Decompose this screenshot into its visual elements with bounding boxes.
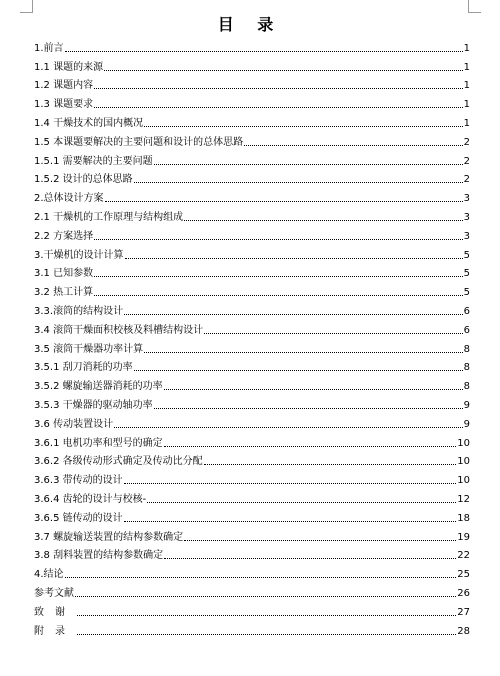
toc-entry[interactable] [34,168,470,187]
toc-dot-leader [164,446,457,447]
toc-entry-label: 2.1 干燥机的工作原理与结构组成 [34,211,184,223]
toc-dot-leader [124,314,463,315]
toc-entry[interactable] [34,431,470,450]
toc-entry-label: 3.6 传动装置设计 [34,418,114,430]
toc-entry[interactable] [34,55,470,74]
toc-entry-page-number: 25 [457,569,470,581]
toc-entry-page-number: 6 [463,305,470,317]
toc-entry-page-number: 3 [463,211,470,223]
toc-dot-leader [125,258,463,259]
toc-entry-label: 参考文献 [34,587,74,599]
toc-entry[interactable] [34,581,470,600]
toc-entry[interactable] [34,280,470,299]
toc-entry-label: 3.5 滚筒干燥器功率计算 [34,343,144,355]
toc-entry-label: 1.3 课题要求 [34,99,94,111]
table-of-contents [34,36,470,638]
toc-entry-label: 3.6.1 电机功率和型号的确定 [34,437,163,449]
toc-dot-leader [204,333,463,334]
toc-entry-page-number: 8 [463,343,470,355]
toc-dot-leader [94,295,463,296]
toc-entry-label: 3.6.4 齿轮的设计与校核- [34,493,147,505]
toc-entry-label: 3.4 滚筒干燥面积校核及料槽结构设计 [34,324,204,336]
toc-dot-leader [124,521,457,522]
toc-entry[interactable] [34,487,470,506]
toc-entry-page-number: 8 [463,381,470,393]
toc-entry-page-number: 5 [463,249,470,261]
toc-entry[interactable] [34,450,470,469]
toc-dot-leader [204,464,457,465]
toc-entry-page-number: 27 [457,606,470,618]
toc-entry-page-number: 12 [457,493,470,505]
toc-dot-leader [147,502,456,503]
toc-entry-label: 3.5.3 干燥器的驱动轴功率 [34,399,153,411]
toc-dot-leader [154,164,463,165]
toc-entry-label: 3.1 已知参数 [34,268,94,280]
toc-entry-label: 2.总体设计方案 [34,193,104,205]
toc-entry[interactable] [34,74,470,93]
toc-entry[interactable] [34,393,470,412]
toc-entry-page-number: 5 [463,287,470,299]
toc-entry[interactable] [34,149,470,168]
toc-dot-leader [104,70,463,71]
toc-dot-leader [65,51,463,52]
toc-entry[interactable] [34,562,470,581]
toc-entry-page-number: 5 [463,268,470,280]
toc-entry-label: 1.1 课题的来源 [34,61,104,73]
toc-entry-label: 3.6.5 链传动的设计 [34,512,123,524]
toc-entry-page-number: 1 [463,99,470,111]
toc-entry-label: 3.5.1 刮刀消耗的功率 [34,362,133,374]
toc-entry-label: 1.5.1 需要解决的主要问题 [34,155,153,167]
toc-entry-label: 3.5.2 螺旋输送器消耗的功率 [34,381,163,393]
toc-entry[interactable] [34,356,470,375]
toc-entry-page-number: 9 [463,418,470,430]
toc-entry-page-number: 22 [457,550,470,562]
toc-dot-leader [144,126,463,127]
toc-entry-label: 3.3.滚筒的结构设计 [34,305,124,317]
toc-entry-page-number: 10 [457,475,470,487]
toc-entry[interactable] [34,243,470,262]
toc-entry-page-number: 1 [463,80,470,92]
toc-dot-leader [184,540,456,541]
toc-entry-label: 3.干燥机的设计计算 [34,249,124,261]
toc-dot-leader [77,634,456,635]
toc-entry[interactable] [34,600,470,619]
toc-dot-leader [164,389,463,390]
toc-entry-label: 3.7 螺旋输送装置的结构参数确定 [34,531,184,543]
toc-entry-label: 2.2 方案选择 [34,230,94,242]
toc-dot-leader [94,88,463,89]
toc-entry[interactable] [34,224,470,243]
toc-entry-label: 1.4 干燥技术的国内概况 [34,117,144,129]
toc-dot-leader [184,220,463,221]
toc-entry[interactable] [34,36,470,55]
toc-entry[interactable] [34,111,470,130]
toc-entry-page-number: 8 [463,362,470,374]
toc-entry[interactable] [34,186,470,205]
toc-dot-leader [114,427,463,428]
toc-entry[interactable] [34,337,470,356]
toc-dot-leader [94,276,463,277]
toc-entry-page-number: 1 [463,117,470,129]
toc-dot-leader [134,370,463,371]
toc-entry-page-number: 1 [463,61,470,73]
toc-entry-label: 1.2 课题内容 [34,80,94,92]
toc-entry-page-number: 10 [457,456,470,468]
toc-entry[interactable] [34,130,470,149]
toc-entry-label: 3.2 热工计算 [34,287,94,299]
toc-entry-label: 致谢 [34,606,76,618]
toc-entry-page-number: 28 [457,625,470,637]
toc-entry[interactable] [34,412,470,431]
toc-entry-label: 3.8 刮料装置的结构参数确定 [34,550,164,562]
toc-entry-page-number: 2 [463,155,470,167]
toc-entry-page-number: 10 [457,437,470,449]
toc-entry-label: 3.6.2 各级传动形式确定及传动比分配 [34,456,203,468]
toc-entry[interactable] [34,374,470,393]
toc-entry-page-number: 3 [463,230,470,242]
toc-entry-page-number: 2 [463,136,470,148]
toc-entry-label: 1.5 本课题要解决的主要问题和设计的总体思路 [34,136,244,148]
toc-dot-leader [94,107,463,108]
toc-entry[interactable] [34,92,470,111]
toc-dot-leader [144,352,463,353]
toc-entry[interactable] [34,506,470,525]
toc-entry[interactable] [34,468,470,487]
toc-entry[interactable] [34,262,470,281]
toc-entry-label: 1.5.2 设计的总体思路 [34,174,133,186]
toc-entry[interactable] [34,619,470,638]
toc-dot-leader [124,483,457,484]
toc-dot-leader [77,615,456,616]
toc-entry-page-number: 3 [463,193,470,205]
toc-entry-page-number: 9 [463,399,470,411]
toc-entry[interactable] [34,318,470,337]
toc-dot-leader [105,201,463,202]
toc-entry-label: 4.结论 [34,569,64,581]
toc-entry[interactable] [34,544,470,563]
toc-entry[interactable] [34,205,470,224]
toc-entry-label: 附录 [34,625,76,637]
toc-entry-page-number: 1 [463,42,470,54]
toc-dot-leader [154,408,463,409]
toc-entry-page-number: 6 [463,324,470,336]
toc-dot-leader [164,558,456,559]
page-title: 目 录 [217,15,283,34]
toc-entry-page-number: 2 [463,174,470,186]
toc-entry-label: 3.6.3 带传动的设计 [34,475,123,487]
toc-entry[interactable] [34,299,470,318]
toc-entry-page-number: 19 [457,531,470,543]
toc-dot-leader [134,182,463,183]
toc-dot-leader [244,145,463,146]
toc-entry-page-number: 26 [457,587,470,599]
toc-entry-label: 1.前言 [34,42,64,54]
toc-entry[interactable] [34,525,470,544]
toc-dot-leader [75,596,456,597]
toc-entry-page-number: 18 [457,512,470,524]
toc-dot-leader [65,577,457,578]
toc-dot-leader [94,239,463,240]
